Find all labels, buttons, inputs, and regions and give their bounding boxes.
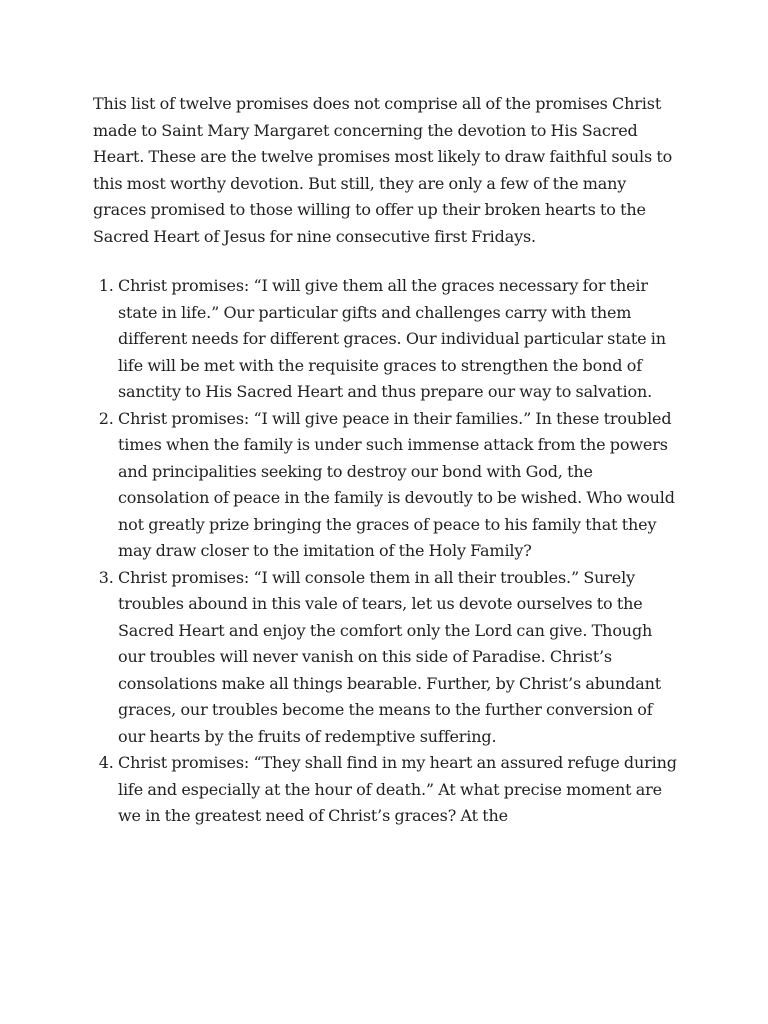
- promise-item-2: 2. Christ promises: “I will give peace in their families.” In these troubled times when the family is under such immense attack from the powers and principalities seeking to destroy our bond with God, the consolation of peace in the family is devoutly to be wished. Who would not greatly prize bringing the graces of peace to his family that they may draw closer to the imitation of the Holy Family?: [118, 406, 683, 565]
- intro-paragraph: This list of twelve promises does not comprise all of the promises Christ made to Saint Mary Margaret concerning the devotion to His Sacred Heart. These are the twelve promises most likely to draw faithful souls to this most worthy devotion. But still, they are only a few of the many graces promised to those willing to offer up their broken hearts to the Sacred Heart of Jesus for nine consecutive first Fridays.: [93, 94, 673, 246]
- promise-item-1: 1. Christ promises: “I will give them all the graces necessary for their state in life.” Our particular gifts and challenges carry with them different needs for different graces. Our individual particular state in life will be met with the requisite graces to strengthen the bond of sanctity to His Sacred Heart and thus prepare our way to salvation.: [118, 273, 683, 406]
- promise-item-3: 3. Christ promises: “I will console them in all their troubles.” Surely troubles abound in this vale of tears, let us devote ourselves to the Sacred Heart and enjoy the comfort only the Lord can give. Though our troubles will never vanish on this side of Paradise. Christ’s consolations make all things bearable. Further, by Christ’s abundant graces, our troubles become the means to the further conversion of our hearts by the fruits of redemptive suffering.: [118, 565, 683, 751]
- document-page: [93, 91, 683, 830]
- promise-list: [93, 273, 683, 830]
- promise-item-4: 4. Christ promises: “They shall find in my heart an assured refuge during life and especially at the hour of death.” At what precise moment are we in the greatest need of Christ’s graces? At the: [118, 750, 683, 830]
